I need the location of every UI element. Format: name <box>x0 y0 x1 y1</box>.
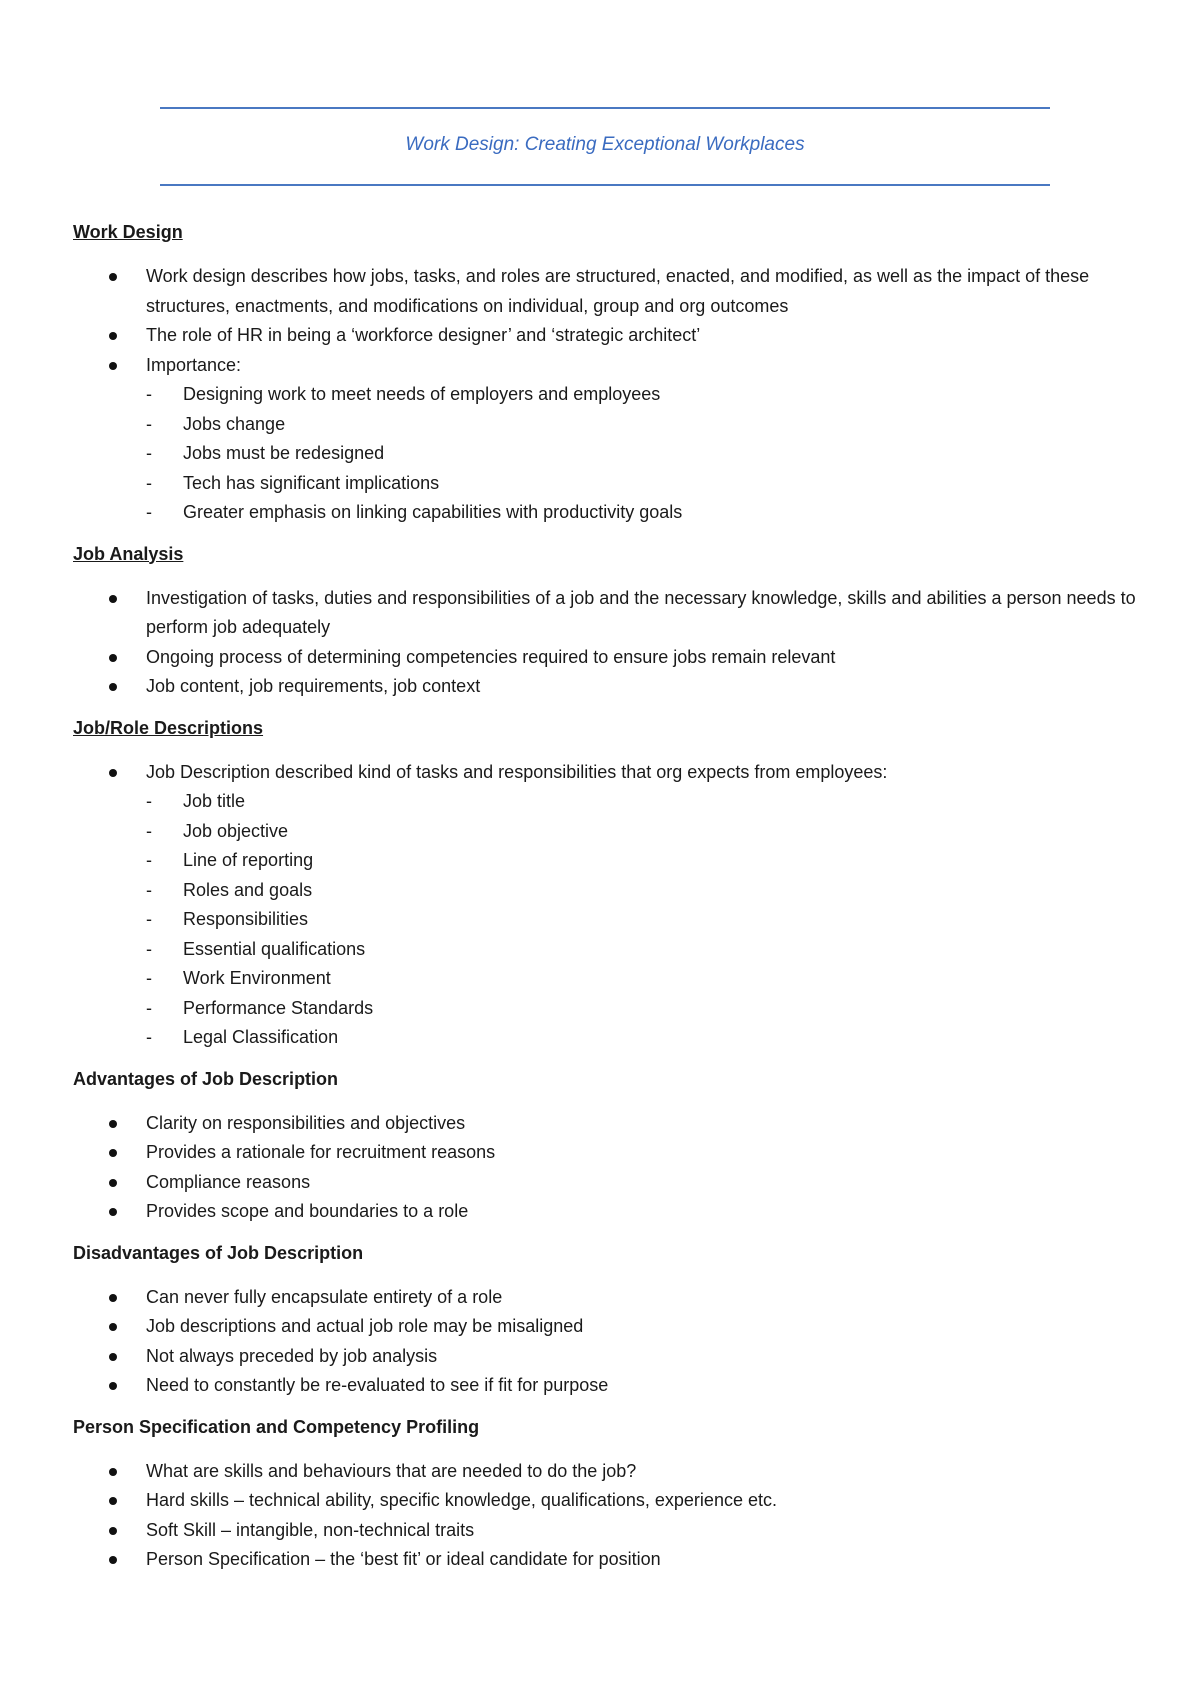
bullet-icon <box>109 1497 117 1505</box>
sub-item-text: Essential qualifications <box>183 938 366 959</box>
sub-item <box>146 380 1153 410</box>
bullet-item <box>73 1109 1153 1139</box>
bullet-icon <box>109 1382 117 1390</box>
sub-item-text: Greater emphasis on linking capabilities with productivity goals <box>183 502 683 522</box>
sub-item-text: Designing work to meet needs of employers and employees <box>183 384 661 404</box>
sub-item <box>146 1023 1153 1053</box>
bullet-icon <box>109 1149 117 1157</box>
bullet-icon <box>109 1120 117 1128</box>
sub-item-text: Performance Standards <box>183 997 374 1018</box>
bullet-item <box>73 1486 1153 1516</box>
title-rule-top <box>160 107 1050 109</box>
bullet-icon <box>109 1527 117 1535</box>
sub-item-text: Jobs must be redesigned <box>183 443 385 463</box>
bullet-list <box>73 1283 1153 1401</box>
bullet-text: Compliance reasons <box>146 1171 311 1192</box>
bullet-item <box>73 1371 1153 1401</box>
section <box>73 1067 1153 1227</box>
bullet-icon <box>109 769 117 777</box>
sub-item <box>146 787 1153 817</box>
bullet-icon <box>109 362 117 370</box>
bullet-text: Job descriptions and actual job role may be misaligned <box>146 1316 584 1336</box>
section-heading: Job Analysis <box>73 543 184 564</box>
bullet-item <box>73 1342 1153 1372</box>
bullet-icon <box>109 1468 117 1476</box>
bullet-icon <box>109 654 117 662</box>
bullet-item <box>73 1457 1153 1487</box>
bullet-list <box>73 262 1153 528</box>
dash-icon: - <box>146 791 152 811</box>
sub-item <box>146 994 1153 1024</box>
bullet-text: Clarity on responsibilities and objectives <box>146 1112 466 1133</box>
bullet-text: What are skills and behaviours that are needed to do the job? <box>146 1460 637 1481</box>
section-heading: Person Specification and Competency Profiling <box>73 1416 480 1437</box>
dash-icon: - <box>146 502 152 522</box>
bullet-item <box>73 1197 1153 1227</box>
sub-item-text: Work Environment <box>183 968 331 988</box>
dash-icon: - <box>146 443 152 463</box>
bullet-text: Person Specification – the ‘best fit’ or ideal candidate for position <box>146 1549 661 1569</box>
sub-item-text: Responsibilities <box>183 909 309 929</box>
dash-icon: - <box>146 909 152 929</box>
bullet-list <box>73 1109 1153 1227</box>
dash-icon: - <box>146 384 152 404</box>
sub-item <box>146 905 1153 935</box>
bullet-item <box>73 1283 1153 1313</box>
title-block <box>160 107 1050 186</box>
sub-item-text: Jobs change <box>183 413 286 434</box>
bullet-text: Need to constantly be re-evaluated to see if fit for purpose <box>146 1375 609 1395</box>
dash-icon: - <box>146 820 152 841</box>
bullet-item <box>73 351 1153 528</box>
dash-icon: - <box>146 472 152 493</box>
bullet-icon <box>109 273 117 281</box>
bullet-item <box>73 1168 1153 1198</box>
bullet-icon <box>109 1353 117 1361</box>
bullet-list <box>73 584 1153 702</box>
dash-icon: - <box>146 997 152 1018</box>
sub-item <box>146 876 1153 906</box>
section-heading: Advantages of Job Description <box>73 1068 339 1089</box>
bullet-icon <box>109 683 117 691</box>
bullet-text: Provides scope and boundaries to a role <box>146 1201 469 1221</box>
bullet-icon <box>109 595 117 603</box>
bullet-text: Hard skills – technical ability, specific knowledge, qualifications, experience etc. <box>146 1490 777 1510</box>
sub-item <box>146 410 1153 440</box>
bullet-item <box>73 672 1153 702</box>
bullet-text: Ongoing process of determining competencies required to ensure jobs remain relevant <box>146 646 836 667</box>
sub-item <box>146 498 1153 528</box>
bullet-icon <box>109 1294 117 1302</box>
bullet-text: Job content, job requirements, job context <box>146 676 481 696</box>
bullet-icon <box>109 1323 117 1331</box>
title-rule-bottom <box>160 184 1050 186</box>
sub-item-text: Job title <box>183 791 246 811</box>
bullet-item <box>73 1516 1153 1546</box>
sub-item <box>146 964 1153 994</box>
bullet-text: Can never fully encapsulate entirety of a role <box>146 1286 503 1307</box>
dash-icon: - <box>146 938 152 959</box>
bullet-icon <box>109 1179 117 1187</box>
section-heading: Work Design <box>73 222 183 242</box>
dash-icon: - <box>146 850 152 870</box>
section-heading: Job/Role Descriptions <box>73 717 264 738</box>
section <box>73 1415 1153 1575</box>
document-body <box>73 220 1153 1589</box>
document-title: Work Design: Creating Exceptional Workplaces <box>405 134 805 155</box>
sub-list <box>146 380 1153 528</box>
sub-item-text: Job objective <box>183 820 289 841</box>
bullet-icon <box>109 332 117 340</box>
bullet-text: Work design describes how jobs, tasks, and roles are structured, enacted, and modified, as well as the impact of these structures, enactments, and modifications on individual, group and org outcomes <box>146 266 1090 316</box>
bullet-text: Not always preceded by job analysis <box>146 1345 438 1366</box>
bullet-list <box>73 758 1153 1053</box>
bullet-icon <box>109 1556 117 1564</box>
dash-icon: - <box>146 1027 152 1047</box>
bullet-list <box>73 1457 1153 1575</box>
sub-item <box>146 817 1153 847</box>
sub-item-text: Roles and goals <box>183 879 313 900</box>
bullet-item <box>73 321 1153 351</box>
bullet-item <box>73 758 1153 1053</box>
section <box>73 542 1153 702</box>
bullet-item <box>73 643 1153 673</box>
bullet-text: Provides a rationale for recruitment reasons <box>146 1142 496 1162</box>
sub-item <box>146 846 1153 876</box>
sub-item <box>146 439 1153 469</box>
bullet-item <box>73 262 1153 321</box>
sub-list <box>146 787 1153 1053</box>
sub-item-text: Line of reporting <box>183 850 314 870</box>
sub-item-text: Tech has significant implications <box>183 472 440 493</box>
bullet-icon <box>109 1208 117 1216</box>
section <box>73 1241 1153 1401</box>
bullet-item <box>73 584 1153 643</box>
section <box>73 716 1153 1053</box>
bullet-item <box>73 1312 1153 1342</box>
sub-item-text: Legal Classification <box>183 1027 339 1047</box>
sub-item <box>146 469 1153 499</box>
sub-item <box>146 935 1153 965</box>
dash-icon: - <box>146 413 152 434</box>
dash-icon: - <box>146 968 152 988</box>
bullet-text: Job Description described kind of tasks and responsibilities that org expects from employees: <box>146 761 888 782</box>
bullet-item <box>73 1545 1153 1575</box>
bullet-text: The role of HR in being a ‘workforce designer’ and ‘strategic architect’ <box>146 325 701 345</box>
dash-icon: - <box>146 879 152 900</box>
bullet-item <box>73 1138 1153 1168</box>
bullet-text: Investigation of tasks, duties and responsibilities of a job and the necessary knowledge, skills and abilities a person needs to perform job adequately <box>146 587 1136 637</box>
section-heading: Disadvantages of Job Description <box>73 1242 364 1263</box>
bullet-text: Soft Skill – intangible, non-technical traits <box>146 1519 475 1540</box>
section <box>73 220 1153 528</box>
bullet-text: Importance: <box>146 354 242 375</box>
